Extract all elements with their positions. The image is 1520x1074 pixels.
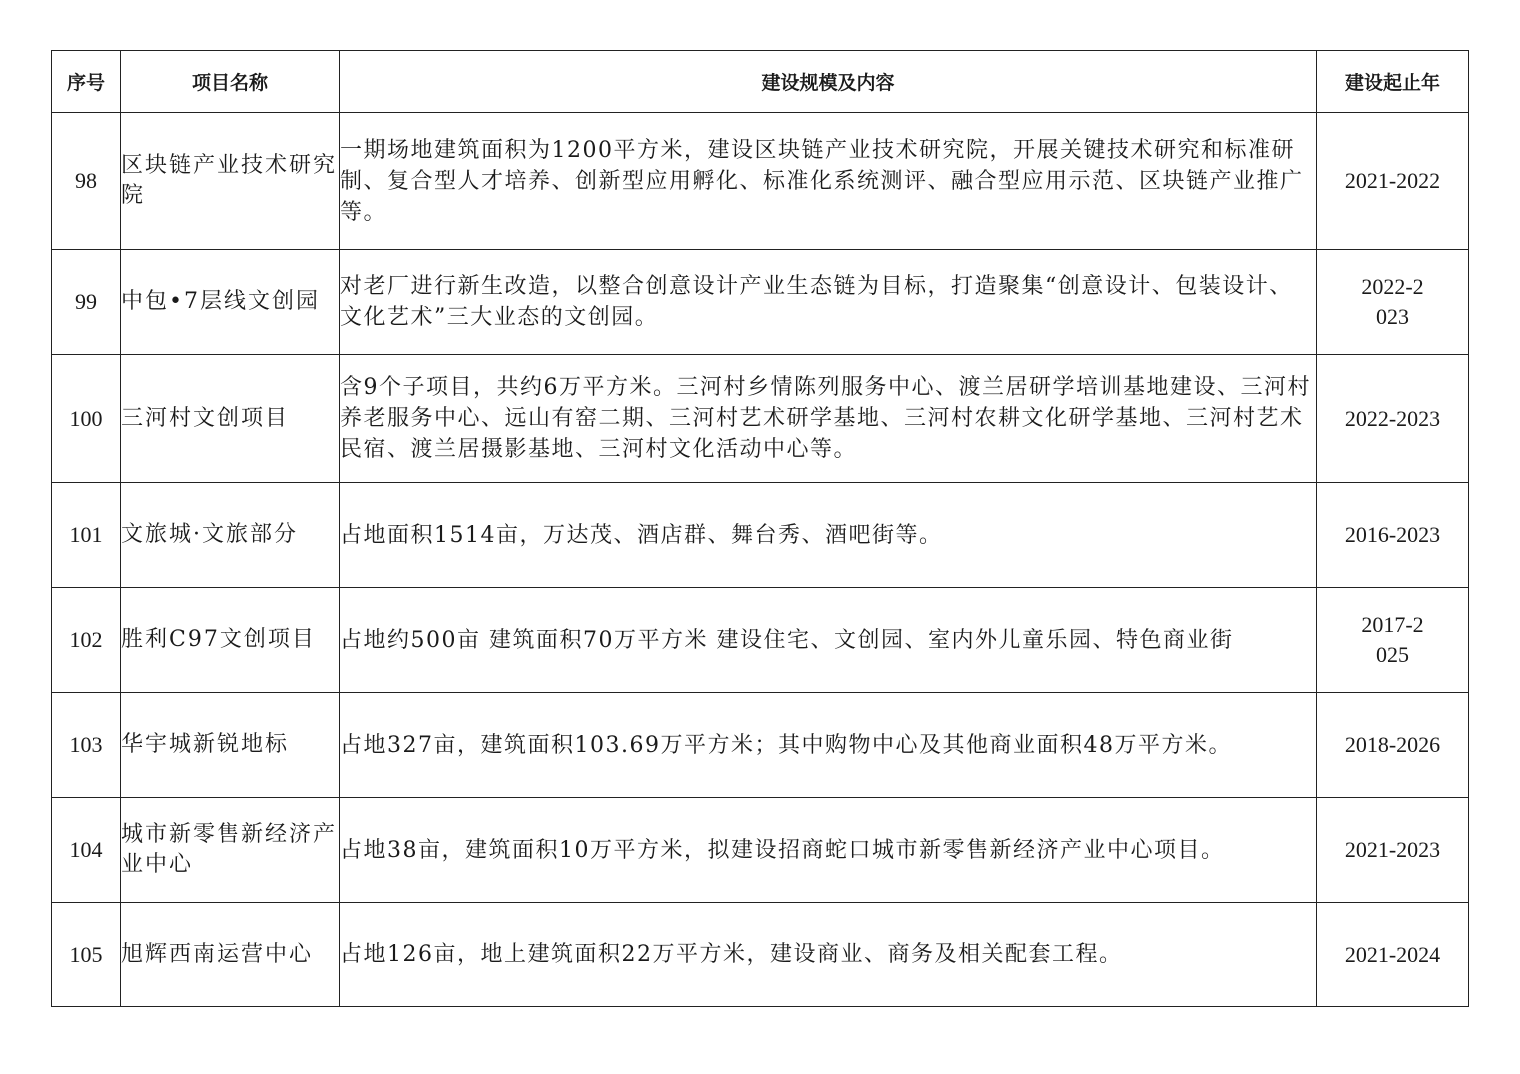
row-year: 2018-2026 [1317, 693, 1469, 798]
row-no: 104 [52, 798, 121, 903]
row-name: 三河村文创项目 [121, 355, 340, 483]
row-name: 区块链产业技术研究院 [121, 113, 340, 250]
row-desc: 占地面积1514亩，万达茂、酒店群、舞台秀、酒吧街等。 [340, 483, 1317, 588]
row-desc: 占地126亩，地上建筑面积22万平方米，建设商业、商务及相关配套工程。 [340, 903, 1317, 1007]
row-year: 2016-2023 [1317, 483, 1469, 588]
table-row [52, 588, 1469, 693]
row-name: 中包•7层线文创园 [121, 250, 340, 355]
header-year: 建设起止年 [1317, 51, 1469, 113]
table-row [52, 483, 1469, 588]
row-name: 华宇城新锐地标 [121, 693, 340, 798]
row-year [1317, 250, 1469, 355]
row-no: 105 [52, 903, 121, 1007]
row-year-text: 2017-2025 [1361, 612, 1424, 667]
row-name: 文旅城·文旅部分 [121, 483, 340, 588]
row-desc: 占地38亩，建筑面积10万平方米，拟建设招商蛇口城市新零售新经济产业中心项目。 [340, 798, 1317, 903]
row-name: 城市新零售新经济产业中心 [121, 798, 340, 903]
table-row [52, 903, 1469, 1007]
row-name: 胜利C97文创项目 [121, 588, 340, 693]
row-year: 2021-2024 [1317, 903, 1469, 1007]
row-desc: 一期场地建筑面积为1200平方米，建设区块链产业技术研究院，开展关键技术研究和标准研制、复合型人才培养、创新型应用孵化、标准化系统测评、融合型应用示范、区块链产业推广等。 [340, 113, 1317, 250]
row-no: 100 [52, 355, 121, 483]
header-name: 项目名称 [121, 51, 340, 113]
row-desc: 对老厂进行新生改造，以整合创意设计产业生态链为目标，打造聚集“创意设计、包装设计、文化艺术”三大业态的文创园。 [340, 250, 1317, 355]
table-row [52, 798, 1469, 903]
row-year: 2021-2023 [1317, 798, 1469, 903]
row-no: 99 [52, 250, 121, 355]
row-no: 101 [52, 483, 121, 588]
row-no: 98 [52, 113, 121, 250]
header-no: 序号 [52, 51, 121, 113]
row-desc: 含9个子项目，共约6万平方米。三河村乡情陈列服务中心、渡兰居研学培训基地建设、三河村养老服务中心、远山有窑二期、三河村艺术研学基地、三河村农耕文化研学基地、三河村艺术民宿、渡兰居摄影基地、三河村文化活动中心等。 [340, 355, 1317, 483]
row-year-text: 2022-2023 [1361, 274, 1424, 329]
table-row [52, 113, 1469, 250]
header-desc: 建设规模及内容 [340, 51, 1317, 113]
row-year: 2022-2023 [1317, 355, 1469, 483]
project-table [51, 50, 1469, 1007]
row-year [1317, 588, 1469, 693]
row-year: 2021-2022 [1317, 113, 1469, 250]
row-desc: 占地327亩，建筑面积103.69万平方米；其中购物中心及其他商业面积48万平方米。 [340, 693, 1317, 798]
row-name: 旭辉西南运营中心 [121, 903, 340, 1007]
row-no: 102 [52, 588, 121, 693]
row-no: 103 [52, 693, 121, 798]
row-desc: 占地约500亩 建筑面积70万平方米 建设住宅、文创园、室内外儿童乐园、特色商业街 [340, 588, 1317, 693]
table-row [52, 250, 1469, 355]
table-row [52, 693, 1469, 798]
header-row [52, 51, 1469, 113]
table-row [52, 355, 1469, 483]
